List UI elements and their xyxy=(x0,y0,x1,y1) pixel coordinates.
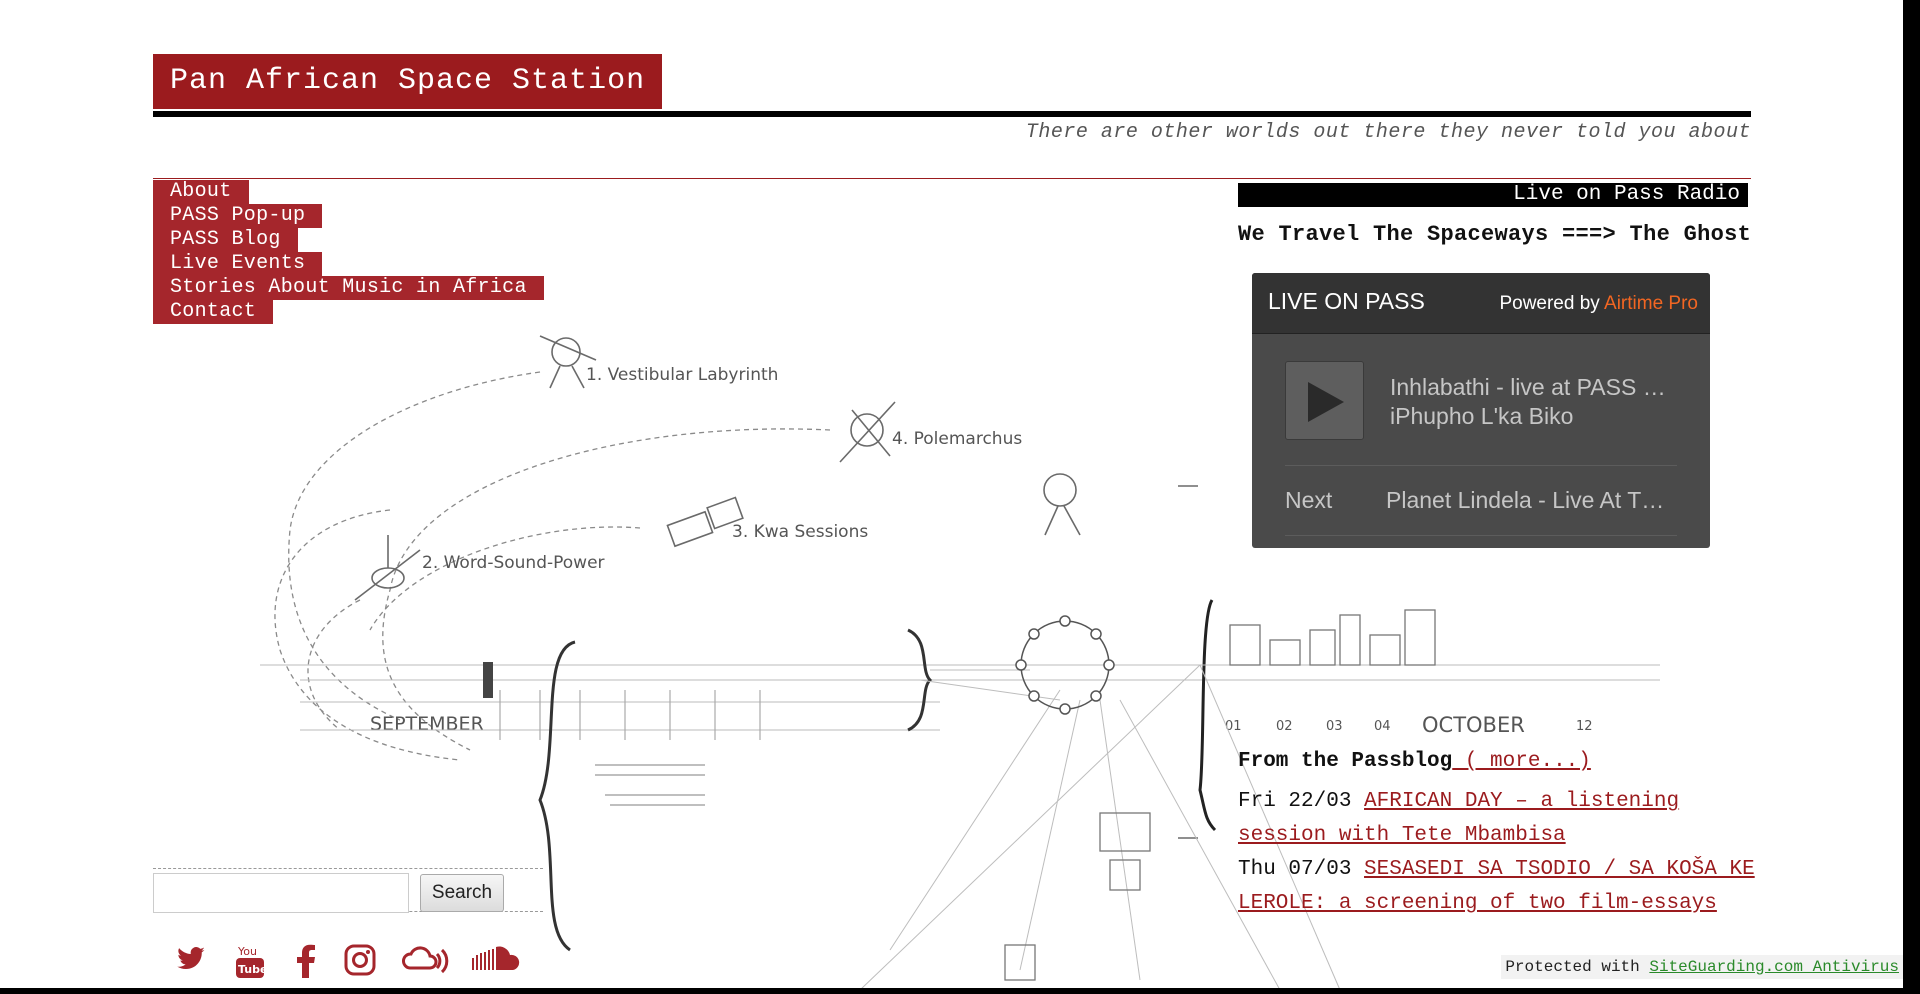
protection-notice xyxy=(1501,955,1903,979)
list-item xyxy=(1238,853,1758,921)
svg-text:4. Polemarchus: 4. Polemarchus xyxy=(892,429,1023,449)
svg-text:12: 12 xyxy=(1576,719,1593,734)
passblog-posts xyxy=(1238,785,1758,921)
menu-item-stories-music-africa[interactable]: Stories About Music in Africa xyxy=(153,276,544,300)
svg-text:OCTOBER: OCTOBER xyxy=(1422,713,1525,737)
menu-item-live-events[interactable]: Live Events xyxy=(153,252,322,276)
powered-prefix: Powered by xyxy=(1499,293,1600,314)
svg-text:01: 01 xyxy=(1225,719,1242,734)
airtime-pro-link[interactable]: Airtime Pro xyxy=(1604,293,1698,314)
svg-text:02: 02 xyxy=(1276,719,1293,734)
powered-by xyxy=(1499,293,1698,315)
passblog-more-link[interactable]: ( more...) xyxy=(1452,750,1591,773)
scrollbar[interactable] xyxy=(1903,0,1920,994)
svg-text:2. Word-Sound-Power: 2. Word-Sound-Power xyxy=(422,553,605,573)
live-radio-label: Live on Pass Radio xyxy=(1513,183,1740,206)
site-tagline: There are other worlds out there they never told you about xyxy=(1025,121,1751,144)
current-track-title: Inhlabathi - live at PASS … xyxy=(1390,374,1666,400)
svg-text:03: 03 xyxy=(1326,719,1343,734)
svg-text:1. Vestibular Labyrinth: 1. Vestibular Labyrinth xyxy=(586,365,779,385)
post-date: Thu 07/03 xyxy=(1238,858,1352,881)
mixcloud-icon[interactable] xyxy=(402,944,448,974)
search-button[interactable]: Search xyxy=(420,874,504,912)
play-button[interactable] xyxy=(1285,361,1364,440)
airtime-player-widget xyxy=(1252,273,1710,548)
main-menu xyxy=(153,180,544,324)
passblog-heading-label: From the Passblog xyxy=(1238,750,1453,773)
header-divider xyxy=(153,178,1751,179)
protected-prefix: Protected with xyxy=(1505,958,1650,976)
title-rule xyxy=(153,111,1751,117)
live-radio-bar xyxy=(1238,183,1748,207)
now-playing-heading: We Travel The Spaceways ===> The Ghost xyxy=(1238,222,1752,247)
play-icon xyxy=(1306,380,1346,424)
svg-text:04: 04 xyxy=(1374,719,1391,734)
current-track-subtitle: iPhupho L'ka Biko xyxy=(1390,403,1574,429)
soundcloud-icon[interactable] xyxy=(472,944,520,972)
svg-text:3. Kwa Sessions: 3. Kwa Sessions xyxy=(732,522,869,542)
post-link[interactable]: AFRICAN DAY – a listening session with Tete Mbambisa xyxy=(1238,790,1680,847)
menu-item-pass-blog[interactable]: PASS Blog xyxy=(153,228,298,252)
search-input[interactable] xyxy=(153,873,409,913)
widget-divider xyxy=(1285,465,1677,466)
widget-title: LIVE ON PASS xyxy=(1268,288,1425,314)
next-track-title: Planet Lindela - Live At T… xyxy=(1386,487,1665,513)
svg-text:You: You xyxy=(238,945,257,958)
bottom-edge-bar xyxy=(0,988,1920,994)
passblog-heading xyxy=(1238,750,1591,773)
twitter-icon[interactable] xyxy=(176,944,206,974)
list-item xyxy=(1238,785,1758,853)
menu-item-about[interactable]: About xyxy=(153,180,249,204)
site-title-link[interactable]: Pan African Space Station xyxy=(153,54,662,109)
post-date: Fri 22/03 xyxy=(1238,790,1352,813)
youtube-icon[interactable] xyxy=(236,944,268,978)
widget-header xyxy=(1252,273,1710,334)
siteguarding-link[interactable]: SiteGuarding.com Antivirus xyxy=(1649,958,1899,976)
search-form xyxy=(153,868,543,912)
instagram-icon[interactable] xyxy=(344,944,376,976)
svg-text:Tube: Tube xyxy=(238,963,268,976)
menu-item-contact[interactable]: Contact xyxy=(153,300,273,324)
widget-divider-bottom xyxy=(1285,535,1677,536)
menu-item-pass-popup[interactable]: PASS Pop-up xyxy=(153,204,322,228)
facebook-icon[interactable] xyxy=(296,944,316,978)
post-link[interactable]: SESASEDI SA TSODIO / SA KOŠA KE LEROLE: a screening of two film-essays xyxy=(1238,858,1755,915)
svg-text:SEPTEMBER: SEPTEMBER xyxy=(370,713,484,735)
next-label: Next xyxy=(1285,487,1333,513)
